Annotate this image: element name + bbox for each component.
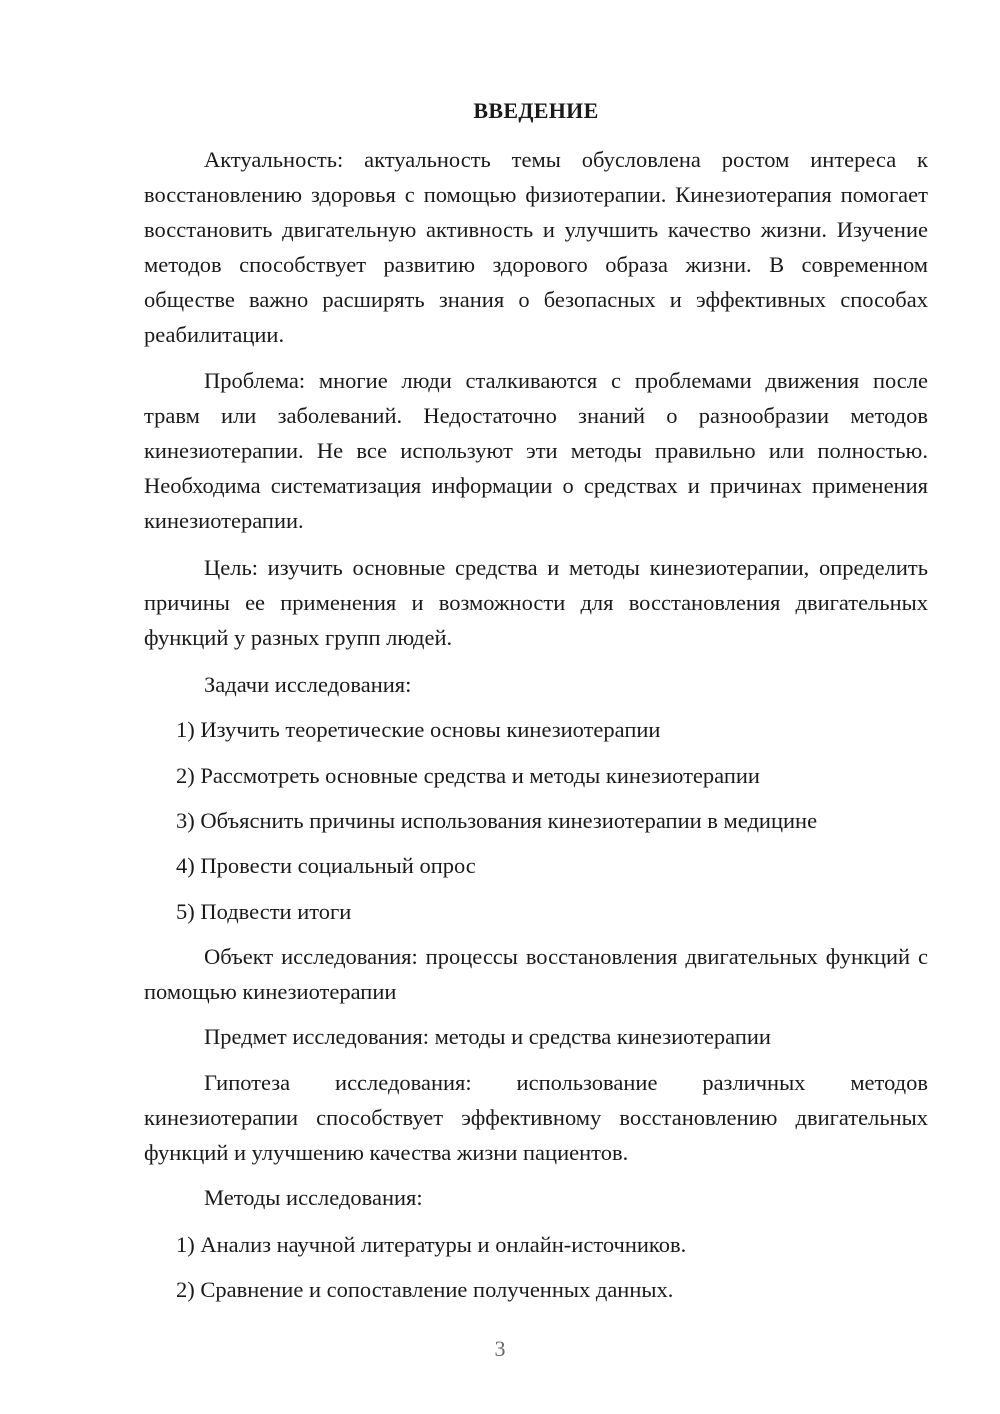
method-item: 2) Сравнение и сопоставление полученных данных. xyxy=(176,1277,674,1302)
page-title: ВВЕДЕНИЕ xyxy=(473,98,599,123)
hypothesis-paragraph: Гипотеза исследования: использование различных методов кинезиотерапии способствует эффективному восстановлению двигательных функций и улучшению качества жизни пациентов. xyxy=(144,1070,928,1165)
task-item: 4) Провести социальный опрос xyxy=(176,853,476,878)
object-paragraph: Объект исследования: процессы восстановления двигательных функций с помощью кинезиотерапии xyxy=(144,944,928,1004)
method-item: 1) Анализ научной литературы и онлайн-источников. xyxy=(176,1232,687,1257)
subject-paragraph: Предмет исследования: методы и средства кинезиотерапии xyxy=(204,1024,771,1049)
problem-paragraph: Проблема: многие люди сталкиваются с проблемами движения после травм или заболеваний. Недостаточно знаний о разнообразии методов кинезиотерапии. Не все используют эти методы правильно или полностью. Необходима систематизация информации о средствах и причинах применения кинезиотерапии. xyxy=(144,368,928,533)
relevance-paragraph: Актуальность: актуальность темы обусловлена ростом интереса к восстановлению здоровья с помощью физиотерапии. Кинезиотерапия помогает восстановить двигательную активность и улучшить качество жизни. Изучение методов способствует развитию здорового образа жизни. В современном обществе важно расширять знания о безопасных и эффективных способах реабилитации. xyxy=(144,147,928,347)
task-item: 1) Изучить теоретические основы кинезиотерапии xyxy=(176,717,661,742)
task-item: 3) Объяснить причины использования кинезиотерапии в медицине xyxy=(176,808,818,833)
methods-label: Методы исследования: xyxy=(204,1185,423,1210)
tasks-label: Задачи исследования: xyxy=(204,672,412,697)
page-number: 3 xyxy=(494,1336,506,1361)
goal-paragraph: Цель: изучить основные средства и методы кинезиотерапии, определить причины ее применения и возможности для восстановления двигательных функций у разных групп людей. xyxy=(144,555,928,650)
task-item: 2) Рассмотреть основные средства и методы кинезиотерапии xyxy=(176,763,760,788)
task-item: 5) Подвести итоги xyxy=(176,899,352,924)
